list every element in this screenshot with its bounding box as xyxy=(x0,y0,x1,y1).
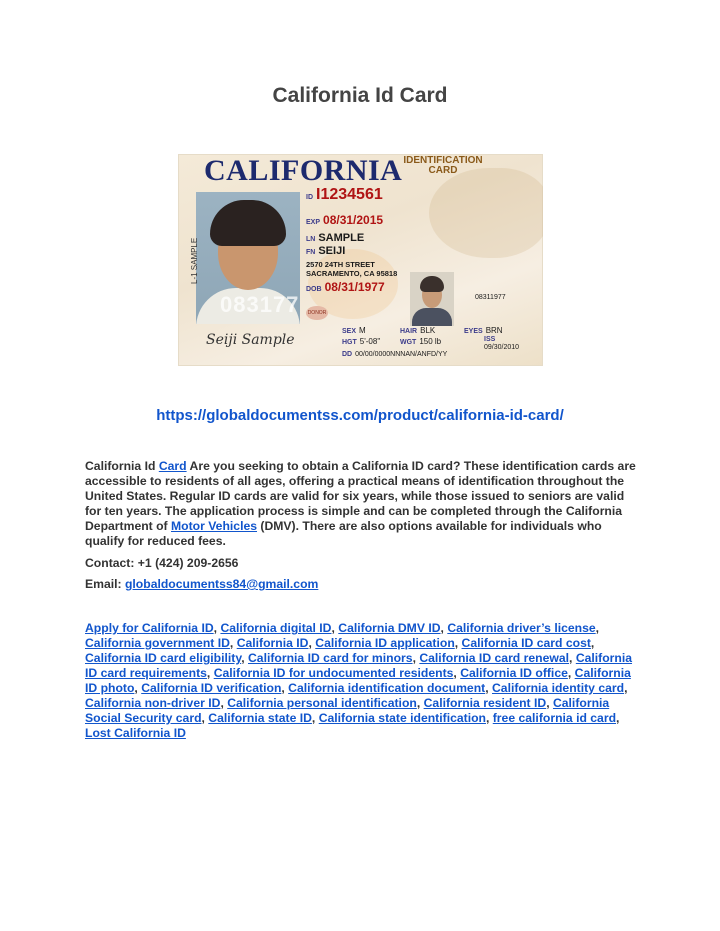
tag-link[interactable]: California identity card xyxy=(492,681,625,695)
tag-separator: , xyxy=(331,621,339,635)
tag-link[interactable]: California ID office xyxy=(460,666,568,680)
card-type-line2: CARD xyxy=(428,165,458,176)
card-sex-field: SEX M xyxy=(342,326,366,335)
paragraph-text: Are you seeking to obtain a California ID card? These identification cards are accessible to residents of all ages, offering a practical means of identification throughout the United States. Regular ID cards are valid for six years, while those issued to seniors are valid for ten years. The application process is simple and can be completed through the California Department of xyxy=(85,459,636,533)
card-ln-field: LN SAMPLE xyxy=(306,232,365,244)
email-link[interactable]: globaldocumentss84@gmail.com xyxy=(124,577,319,591)
card-wgt-field: WGT 150 lb xyxy=(400,337,442,346)
product-url-link[interactable]: https://globaldocumentss.com/product/california-id-card/ xyxy=(156,407,564,424)
tag-separator: , xyxy=(206,666,214,680)
tag-separator: , xyxy=(485,681,492,695)
tag-link[interactable]: Lost California ID xyxy=(85,726,186,740)
tag-link[interactable]: free california id card xyxy=(492,711,617,725)
tag-link[interactable]: California resident ID xyxy=(423,696,547,710)
tag-link[interactable]: California ID photo xyxy=(85,666,631,695)
tag-separator: , xyxy=(590,636,595,650)
bear-watermark xyxy=(429,168,543,258)
tag-separator: , xyxy=(454,636,462,650)
id-card-image xyxy=(178,154,543,366)
tag-separator: , xyxy=(569,651,576,665)
tag-separator: , xyxy=(595,621,600,635)
tag-separator: , xyxy=(485,711,493,725)
tag-link[interactable]: California driver’s license xyxy=(447,621,596,635)
tag-link[interactable]: California ID card requirements xyxy=(85,651,633,680)
tag-separator: , xyxy=(308,636,316,650)
tag-separator: , xyxy=(440,621,448,635)
description-paragraph xyxy=(85,459,637,549)
tag-link[interactable]: California Social Security card xyxy=(85,696,610,725)
tag-separator: , xyxy=(567,666,575,680)
tag-link[interactable]: California DMV ID xyxy=(338,621,441,635)
tag-separator: , xyxy=(213,621,221,635)
paragraph-text: California Id xyxy=(85,459,159,473)
card-mini-photo xyxy=(410,272,454,326)
tag-link[interactable]: California ID verification xyxy=(141,681,282,695)
card-side-text: L-1 SAMPLE xyxy=(190,237,199,284)
motor-vehicles-link[interactable]: Motor Vehicles xyxy=(171,519,258,533)
page-title: California Id Card xyxy=(272,84,448,107)
card-exp-field: EXP 08/31/2015 xyxy=(306,213,384,227)
card-hair-field: HAIR BLK xyxy=(400,326,436,335)
card-eyes-field: EYES BRN xyxy=(464,326,503,335)
tag-link[interactable]: California ID card renewal xyxy=(419,651,570,665)
donor-seal: DONOR xyxy=(306,306,328,320)
tag-separator: , xyxy=(412,651,420,665)
tag-link[interactable]: California ID application xyxy=(315,636,455,650)
contact-phone: Contact: +1 (424) 209-2656 xyxy=(85,556,239,570)
tag-link[interactable]: California ID card for minors xyxy=(248,651,413,665)
tag-link[interactable]: California digital ID xyxy=(220,621,332,635)
tag-link[interactable]: California state ID xyxy=(208,711,312,725)
tag-link[interactable]: California government ID xyxy=(85,636,230,650)
card-hgt-field: HGT 5'-08" xyxy=(342,337,381,346)
card-dob-field: DOB 08/31/1977 xyxy=(306,280,385,294)
card-type xyxy=(388,156,498,176)
tag-separator: , xyxy=(616,711,620,725)
tag-link[interactable]: California state identification xyxy=(318,711,486,725)
tag-separator: , xyxy=(311,711,319,725)
tag-link[interactable]: California ID card eligibility xyxy=(85,651,242,665)
tag-link[interactable]: California non-driver ID xyxy=(85,696,221,710)
paragraph-text: (DMV). There are also options available for individuals who qualify for reduced fees. xyxy=(85,519,602,548)
card-type-line1: IDENTIFICATION xyxy=(403,155,483,166)
tag-link[interactable]: California ID card cost xyxy=(461,636,591,650)
card-id-field: ID I1234561 xyxy=(306,186,383,203)
tag-separator: , xyxy=(546,696,553,710)
tag-separator: , xyxy=(281,681,289,695)
email-label: Email: xyxy=(85,577,125,591)
tag-separator: , xyxy=(624,681,628,695)
card-right-number: 08311977 xyxy=(475,294,506,301)
card-ghost-number: 083177 xyxy=(220,292,300,317)
tag-separator: , xyxy=(201,711,209,725)
tag-separator: , xyxy=(241,651,248,665)
tag-link[interactable]: California personal identification xyxy=(227,696,417,710)
contact-email xyxy=(85,577,318,591)
tag-links xyxy=(85,621,637,741)
tag-link[interactable]: Apply for California ID xyxy=(85,621,214,635)
card-signature: Seiji Sample xyxy=(206,332,295,348)
tag-separator: , xyxy=(229,636,237,650)
tag-link[interactable]: California ID xyxy=(236,636,309,650)
tag-separator: , xyxy=(416,696,424,710)
tag-separator: , xyxy=(134,681,142,695)
tag-link[interactable]: California identification document xyxy=(288,681,486,695)
tag-separator: , xyxy=(453,666,461,680)
tag-link[interactable]: California ID for undocumented residents xyxy=(213,666,454,680)
card-fn-field: FN SEIJI xyxy=(306,245,346,257)
card-address: 2570 24TH STREET SACRAMENTO, CA 95818 xyxy=(306,260,398,278)
card-dd-field: DD 00/00/0000NNNAN/ANFD/YY xyxy=(342,351,448,358)
tag-separator: , xyxy=(220,696,228,710)
card-link[interactable]: Card xyxy=(158,459,187,473)
card-state-name: CALIFORNIA xyxy=(204,154,403,187)
card-iss-field: ISS 09/30/2010 xyxy=(484,336,520,351)
